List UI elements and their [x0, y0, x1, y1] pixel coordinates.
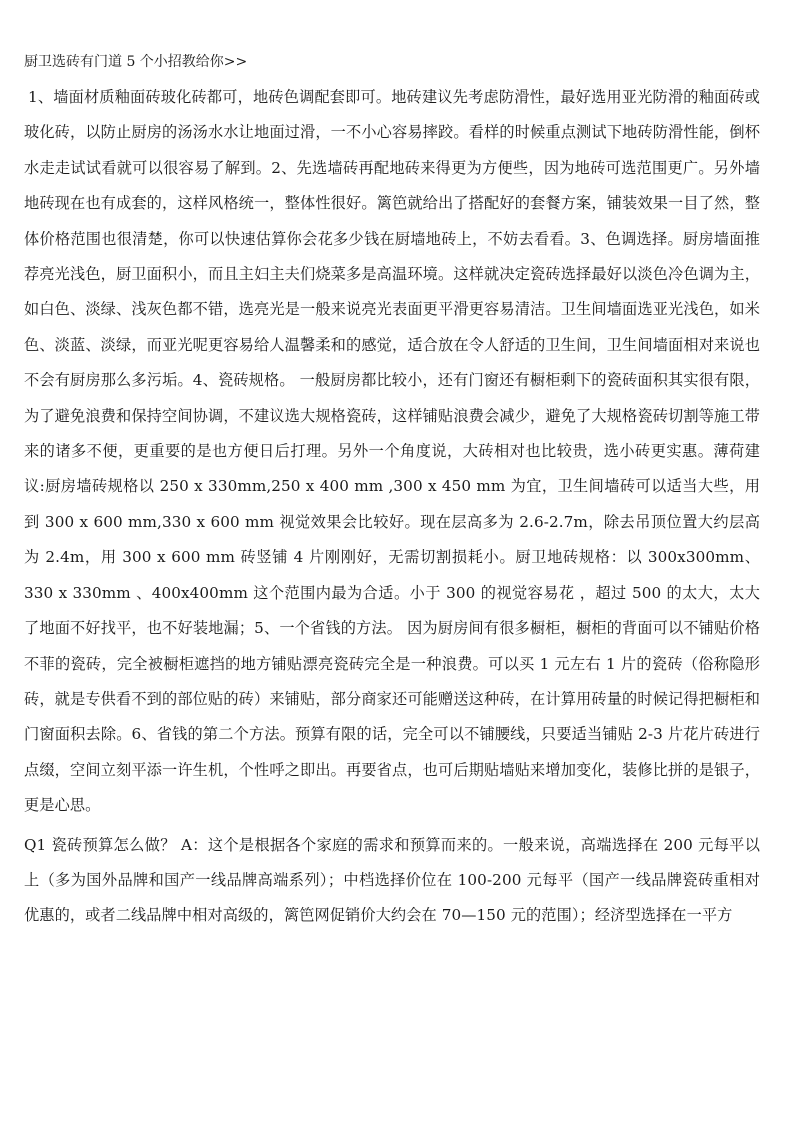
body-paragraph: 1、墙面材质釉面砖玻化砖都可，地砖色调配套即可。地砖建议先考虑防滑性，最好选用亚光防滑的釉面砖或玻化砖，以防止厨房的汤汤水水让地面过滑，一不小心容易摔跤。看样的时候重点测试下地砖防滑性能，倒杯水走走试试看就可以很容易了解到。2、先选墙砖再配地砖来得更为方便些，因为地砖可选范围更广。另外墙地砖现在也有成套的，这样风格统一，整体性很好。篱笆就给出了搭配好的套餐方案，铺装效果一目了然，整体价格范围也很清楚，你可以快速估算你会花多少钱在厨墙地砖上，不妨去看看。3、色调选择。厨房墙面推荐亮光浅色，厨卫面积小，而且主妇主夫们烧菜多是高温环境。这样就决定瓷砖选择最好以淡色冷色调为主，如白色、淡绿、浅灰色都不错，选亮光是一般来说亮光表面更平滑更容易清洁。卫生间墙面选亚光浅色，如米色、淡蓝、淡绿，而亚光呢更容易给人温馨柔和的感觉，适合放在令人舒适的卫生间，卫生间墙面相对来说也不会有厨房那么多污垢。4、瓷砖规格。 一般厨房都比较小，还有门窗还有橱柜剩下的瓷砖面积其实很有限，为了避免浪费和保持空间协调，不建议选大规格瓷砖，这样铺贴浪费会减少，避免了大规格瓷砖切割等施工带来的诸多不便，更重要的是也方便日后打理。另外一个角度说，大砖相对也比较贵，选小砖更实惠。薄荷建议:厨房墙砖规格以 250 x 330mm,250 x 400 mm ,300 x 450 mm 为宜，卫生间墙砖可以适当大些，用到 300 x 600 mm,330 x 600 mm 视觉效果会比较好。现在层高多为 2.6-2.7m，除去吊顶位置大约层高为 2.4m，用 300 x 600 mm 砖竖铺 4 片刚刚好，无需切割损耗小。厨卫地砖规格：以 300x300mm、330 x 330mm 、400x400mm 这个范围内最为合适。小于 300 的视觉容易花 ，超过 500 的太大，太大了地面不好找平，也不好装地漏；5、一个省钱的方法。 因为厨房间有很多橱柜，橱柜的背面可以不铺贴价格不菲的瓷砖，完全被橱柜遮挡的地方铺贴漂亮瓷砖完全是一种浪费。可以买 1 元左右 1 片的瓷砖（俗称隐形砖，就是专供看不到的部位贴的砖）来铺贴，部分商家还可能赠送这种砖，在计算用砖量的时候记得把橱柜和门窗面积去除。6、省钱的第二个方法。预算有限的话，完全可以不铺腰线，只要适当铺贴 2-3 片花片砖进行点缀，空间立刻平添一许生机，个性呼之即出。再要省点，也可后期贴墙贴来增加变化，装修比拼的是银子，更是心思。 — [24, 88, 760, 815]
qa-paragraph: Q1 瓷砖预算怎么做？ A：这个是根据各个家庭的需求和预算而来的。一般来说，高端选择在 200 元每平以上（多为国外品牌和国产一线品牌高端系列）；中档选择价位在 100-200 元每平（国产一线品牌瓷砖重相对优惠的，或者二线品牌中相对高级的，篱笆网促销价大约会在 70—150 元的范围）；经济型选择在一平方 — [24, 835, 760, 925]
document-title: 厨卫选砖有门道 5 个小招教给你>> — [24, 54, 248, 70]
